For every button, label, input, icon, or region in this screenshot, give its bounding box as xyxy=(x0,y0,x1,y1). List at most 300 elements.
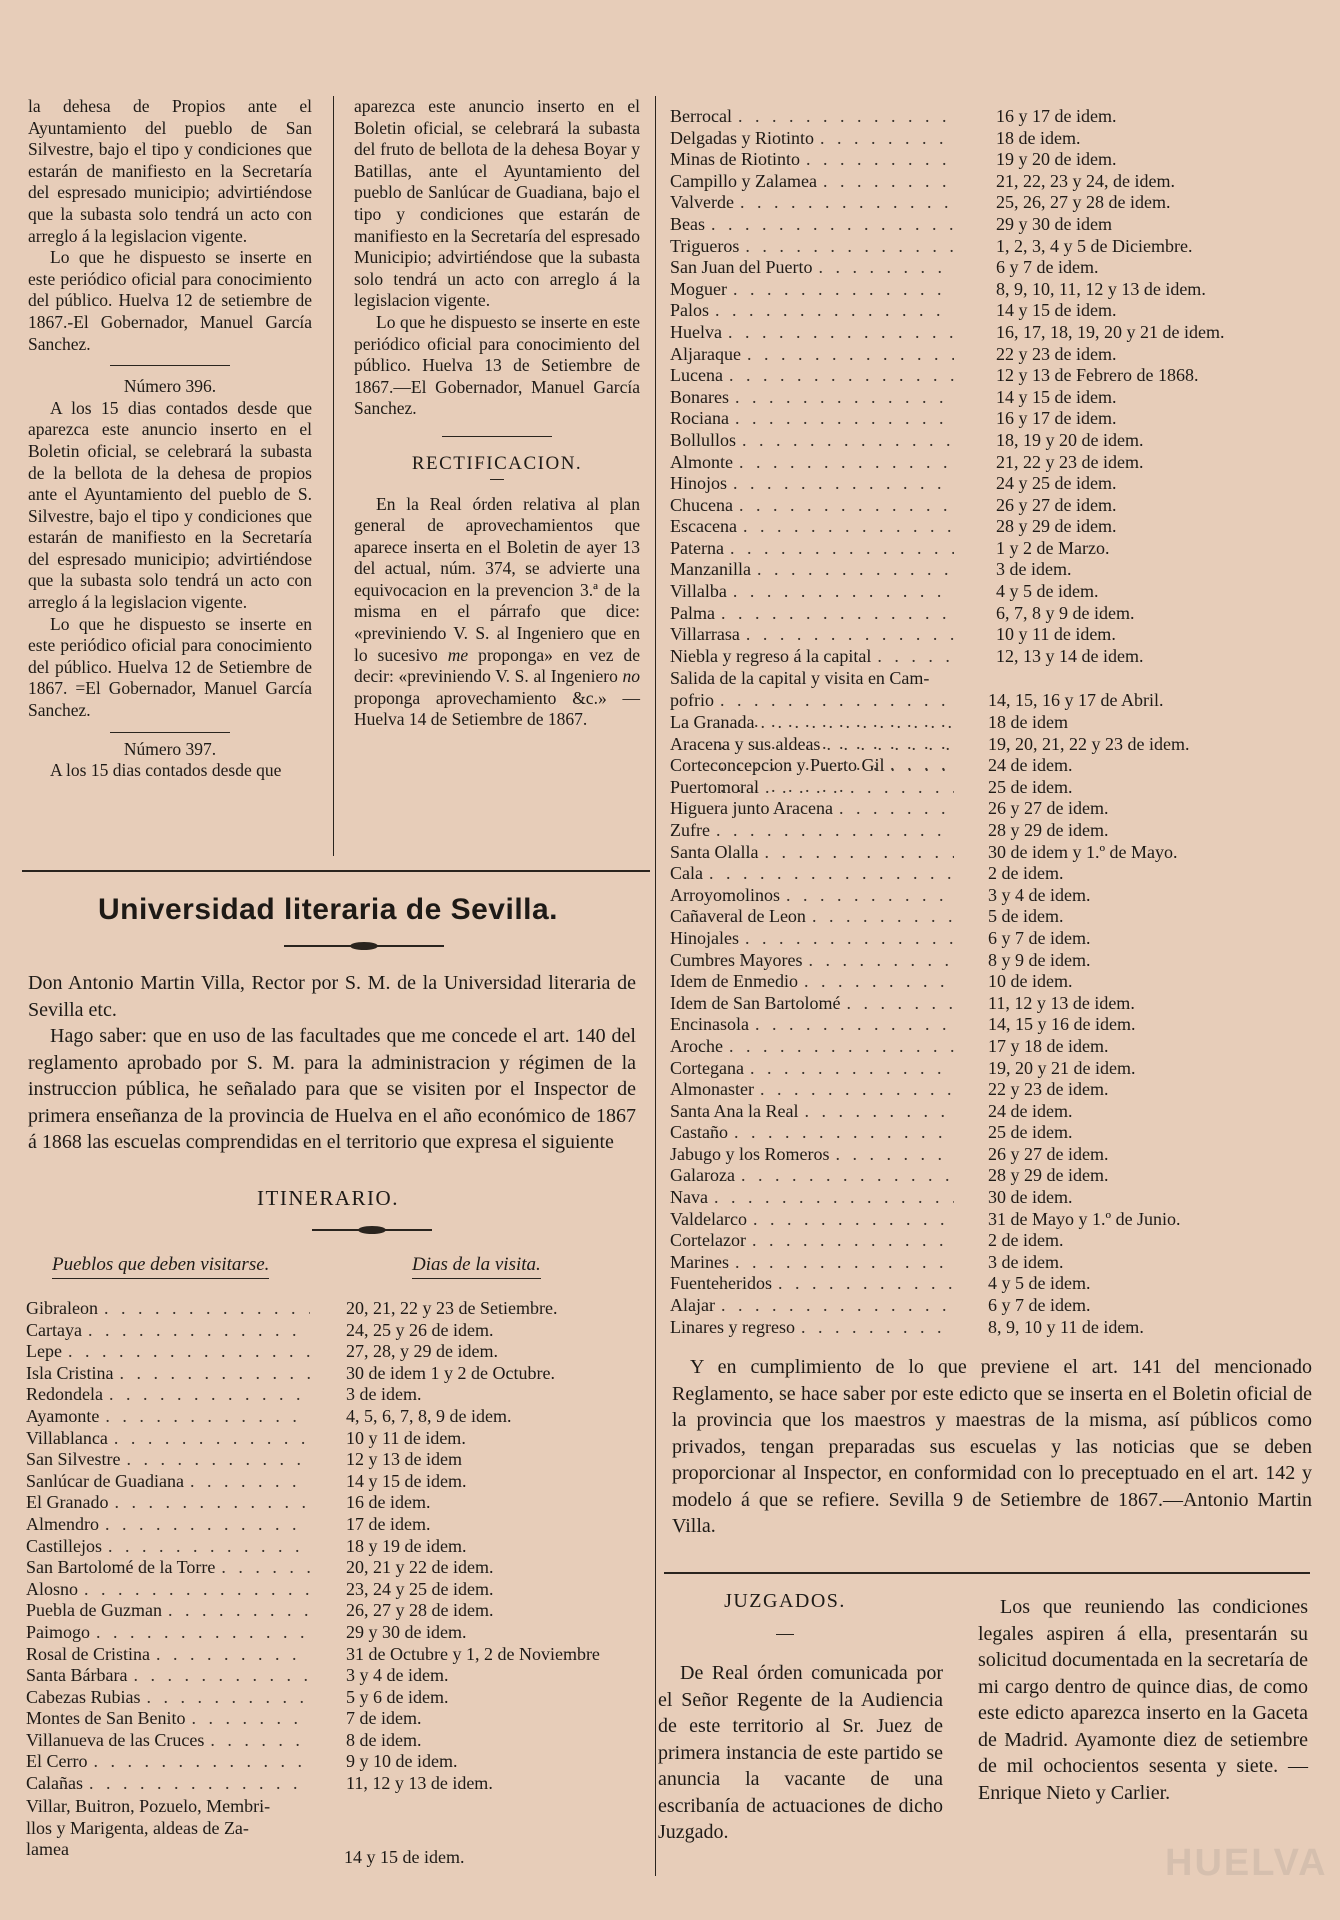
itinerary-row xyxy=(670,1079,1310,1101)
university-intro: Don Antonio Martin Villa, Rector por S. M. de la Universidad literaria de Sevilla etc. xyxy=(28,972,636,1021)
town-name: Niebla y regreso á la capital xyxy=(670,645,872,666)
visit-dates: 14 y 15 de idem. xyxy=(346,1470,467,1491)
itinerary-row xyxy=(670,755,1310,777)
itinerary-town-cell xyxy=(26,1687,316,1709)
itinerary-town-cell xyxy=(26,1708,316,1730)
itinerary-row xyxy=(26,1773,636,1795)
itinerary-town-cell xyxy=(670,408,960,430)
itinerary-town-cell xyxy=(670,171,960,193)
visit-dates: 14 y 15 de idem. xyxy=(996,300,1117,321)
visit-dates: 2 de idem. xyxy=(988,863,1064,884)
visit-dates: 16 y 17 de idem. xyxy=(996,106,1117,126)
itinerary-town-cell xyxy=(670,495,960,517)
town-name: Fuenteheridos xyxy=(670,1273,772,1294)
itinerary-town-cell xyxy=(670,842,960,864)
itinerary-row xyxy=(26,1730,636,1752)
itinerary-row xyxy=(670,842,1310,864)
itinerary-town-cell xyxy=(670,581,960,603)
itinerary-row xyxy=(26,1687,636,1709)
rect-emphasis-me: me xyxy=(447,644,469,665)
itinerary-town-cell xyxy=(670,279,960,301)
leader-dots xyxy=(890,755,954,777)
ornament-divider xyxy=(312,1226,432,1234)
town-name: Villalba xyxy=(670,581,727,602)
itinerary-row xyxy=(26,1665,636,1687)
visit-dates: 24, 25 y 26 de idem. xyxy=(346,1319,494,1340)
visit-dates: 3 de idem. xyxy=(346,1384,422,1405)
itinerary-row xyxy=(670,106,1310,128)
leader-dots xyxy=(108,1536,310,1558)
itinerary-row xyxy=(26,1449,636,1471)
town-name: Santa Bárbara xyxy=(26,1665,128,1686)
leader-dots xyxy=(801,1317,954,1339)
leader-dots xyxy=(733,473,954,495)
itinerary-row xyxy=(26,1514,636,1536)
visit-dates: 3 de idem. xyxy=(988,1251,1064,1272)
number-396: Número 396. xyxy=(123,376,217,397)
itinerary-town-cell xyxy=(670,1014,960,1036)
town-name: Aroche xyxy=(670,1035,723,1056)
itinerary-row xyxy=(670,365,1310,387)
visit-dates: 26 y 27 de idem. xyxy=(988,798,1109,819)
last-town-line-2: llos y Marigenta, aldeas de Za- xyxy=(26,1817,249,1838)
visit-dates: 29 y 30 de idem. xyxy=(346,1621,467,1642)
town-name: Paterna xyxy=(670,537,724,558)
visit-dates: 19, 20 y 21 de idem. xyxy=(988,1057,1136,1078)
itinerary-town-cell xyxy=(26,1600,316,1622)
town-name: Cortelazor xyxy=(670,1230,746,1251)
salida-line-1: Salida de la capital y visita en Cam- xyxy=(670,668,930,688)
town-name: Aljaraque xyxy=(670,343,741,364)
town-name: Encinasola xyxy=(670,1014,749,1035)
town-name: Puertomoral xyxy=(670,776,759,797)
town-name: Alajar xyxy=(670,1295,715,1316)
itinerary-town-cell xyxy=(670,128,960,150)
visit-dates: 24 y 25 de idem. xyxy=(996,473,1117,494)
leader-dots xyxy=(716,820,954,842)
visit-dates: 18 de idem xyxy=(988,712,1068,732)
itinerary-town-cell xyxy=(670,1230,960,1252)
itinerary-town-cell xyxy=(670,755,960,777)
visit-dates: 30 de idem y 1.º de Mayo. xyxy=(988,841,1178,862)
itinerary-town-cell xyxy=(26,1492,316,1514)
itinerary-row xyxy=(26,1557,636,1579)
leader-dots xyxy=(127,1449,311,1471)
town-name: Bonares xyxy=(670,386,729,407)
visit-dates: 18, 19 y 20 de idem. xyxy=(996,429,1144,450)
visit-dates: 6, 7, 8 y 9 de idem. xyxy=(996,602,1135,623)
visit-dates: 16 de idem. xyxy=(346,1492,431,1513)
leader-dots xyxy=(739,495,954,517)
leader-dots xyxy=(745,928,954,950)
itinerary-table-right xyxy=(670,106,1310,667)
itinerary-town-cell xyxy=(26,1644,316,1666)
itinerary-row xyxy=(670,279,1310,301)
visit-dates: 26, 27 y 28 de idem. xyxy=(346,1600,494,1621)
leader-dots xyxy=(729,365,954,387)
visit-dates: 12 y 13 de idem xyxy=(346,1449,462,1470)
itinerary-town-cell xyxy=(670,712,960,734)
visit-dates: 26 y 27 de idem. xyxy=(996,494,1117,515)
itinerary-row xyxy=(670,387,1310,409)
itinerary-town-cell xyxy=(670,1273,960,1295)
visit-dates: 11, 12 y 13 de idem. xyxy=(346,1773,493,1794)
itinerary-town-cell xyxy=(670,777,960,799)
leader-dots xyxy=(818,257,954,279)
leader-dots xyxy=(715,300,954,322)
rect-emphasis-no: no xyxy=(622,666,640,687)
visit-dates: 30 de idem. xyxy=(988,1187,1073,1208)
itinerary-town-cell xyxy=(670,646,960,668)
separator xyxy=(490,479,504,480)
leader-dots xyxy=(735,408,954,430)
itinerary-town-cell xyxy=(670,820,960,842)
header-towns-label: Pueblos que deben visitarse. xyxy=(52,1254,269,1279)
leader-dots xyxy=(104,1298,310,1320)
itinerary-town-cell xyxy=(670,344,960,366)
ornament-divider xyxy=(284,942,444,950)
itinerary-row xyxy=(670,1144,1310,1166)
leader-dots xyxy=(750,1058,954,1080)
university-title: Universidad literaria de Sevilla. xyxy=(97,893,559,926)
col2-paragraph-2: Lo que he dispuesto se inserte en este periódico oficial para conocimiento del público. Huelva 13 de Setiembre de 1867.—El Gobernador, Manuel García Sanchez. xyxy=(354,311,640,419)
visit-dates: 5 y 6 de idem. xyxy=(346,1686,449,1707)
itinerary-left-last xyxy=(26,1796,636,1868)
leader-dots xyxy=(820,128,954,150)
visit-dates: 17 y 18 de idem. xyxy=(988,1035,1109,1056)
itinerary-town-cell xyxy=(26,1514,316,1536)
itinerary-row xyxy=(670,452,1310,474)
itinerary-row xyxy=(670,257,1310,279)
itinerary-town-cell xyxy=(26,1384,316,1406)
visit-dates: 18 y 19 de idem. xyxy=(346,1535,467,1556)
itinerary-row xyxy=(670,1230,1310,1252)
town-name: Lepe xyxy=(26,1341,62,1362)
visit-dates: 20, 21 y 22 de idem. xyxy=(346,1557,494,1578)
leader-dots xyxy=(114,1492,310,1514)
leader-dots xyxy=(812,906,954,928)
itinerary-town-cell xyxy=(26,1557,316,1579)
leader-dots xyxy=(190,1471,310,1493)
itinerary-town-cell xyxy=(670,1122,960,1144)
itinerary-town-cell xyxy=(26,1622,316,1644)
leader-dots xyxy=(752,1230,954,1252)
itinerary-town-cell xyxy=(26,1579,316,1601)
rectificacion-body xyxy=(354,494,640,732)
itinerary-row xyxy=(670,171,1310,193)
leader-dots xyxy=(730,538,954,560)
itinerary-row xyxy=(670,408,1310,430)
visit-dates: 25, 26, 27 y 28 de idem. xyxy=(996,192,1171,213)
col1-paragraph-4: Lo que he dispuesto se inserte en este periódico oficial para conocimiento del público. Huelva 12 de Setiembre de 1867. =El Gobernador, Manuel García Sanchez. xyxy=(28,613,312,721)
town-name: Gibraleon xyxy=(26,1298,98,1318)
itinerary-row xyxy=(670,473,1310,495)
itinerary-row xyxy=(670,192,1310,214)
leader-dots xyxy=(765,777,954,799)
itinerary-row xyxy=(670,1273,1310,1295)
visit-dates: 20, 21, 22 y 23 de Setiembre. xyxy=(346,1298,558,1318)
itinerary-town-cell xyxy=(670,214,960,236)
itinerary-row xyxy=(670,971,1310,993)
itinerary-row xyxy=(670,734,1310,756)
town-name: Aracena y sus aldeas xyxy=(670,733,821,754)
leader-dots xyxy=(741,1165,954,1187)
itinerary-town-cell xyxy=(670,430,960,452)
itinerario-title: ITINERARIO. xyxy=(257,1186,399,1210)
itinerary-row xyxy=(26,1428,636,1450)
itinerary-row xyxy=(26,1341,636,1363)
town-name: Calañas xyxy=(26,1773,83,1794)
separator xyxy=(110,732,230,733)
town-name: El Cerro xyxy=(26,1751,88,1772)
leader-dots xyxy=(743,516,954,538)
town-name: Huelva xyxy=(670,321,722,342)
town-name: Lucena xyxy=(670,365,723,386)
itinerary-town-cell xyxy=(26,1298,316,1320)
town-name: Cala xyxy=(670,863,703,884)
town-name: Castaño xyxy=(670,1122,728,1143)
town-name: Marines xyxy=(670,1251,729,1272)
leader-dots xyxy=(804,971,954,993)
town-name: Cumbres Mayores xyxy=(670,949,803,970)
header-dates xyxy=(412,1254,541,1279)
leader-dots xyxy=(734,1122,954,1144)
town-name: Arroyomolinos xyxy=(670,884,780,905)
separator xyxy=(442,436,552,437)
leader-dots xyxy=(105,1514,310,1536)
leader-dots xyxy=(221,1557,310,1579)
itinerary-town-cell xyxy=(26,1449,316,1471)
last-town-dates: 14 y 15 de idem. xyxy=(344,1847,465,1868)
visit-dates: 11, 12 y 13 de idem. xyxy=(988,992,1135,1013)
leader-dots xyxy=(105,1406,310,1428)
town-name: San Silvestre xyxy=(26,1449,121,1470)
town-name: La Granada xyxy=(670,712,755,732)
itinerary-row xyxy=(670,538,1310,560)
itinerary-town-cell xyxy=(26,1406,316,1428)
visit-dates: 30 de idem 1 y 2 de Octubre. xyxy=(346,1362,555,1383)
leader-dots xyxy=(146,1687,310,1709)
town-name: Ayamonte xyxy=(26,1405,100,1426)
leader-dots xyxy=(733,279,954,301)
visit-dates: 3 y 4 de idem. xyxy=(988,884,1091,905)
itinerary-row xyxy=(670,1317,1310,1339)
visit-dates: 4, 5, 6, 7, 8, 9 de idem. xyxy=(346,1405,512,1426)
visit-dates: 16 y 17 de idem. xyxy=(996,408,1117,429)
itinerary-row xyxy=(670,214,1310,236)
itinerary-town-cell xyxy=(670,516,960,538)
town-name: Moguer xyxy=(670,278,727,299)
leader-dots xyxy=(778,1273,954,1295)
itinerary-town-cell xyxy=(670,1101,960,1123)
itinerary-town-cell xyxy=(670,538,960,560)
itinerary-town-cell xyxy=(670,1209,960,1231)
itinerary-town-cell xyxy=(670,1036,960,1058)
visit-dates: 29 y 30 de idem xyxy=(996,213,1112,234)
town-name: Valverde xyxy=(670,192,734,213)
itinerary-row xyxy=(670,603,1310,625)
leader-dots xyxy=(806,149,954,171)
town-name: Redondela xyxy=(26,1384,103,1405)
visit-dates: 23, 24 y 25 de idem. xyxy=(346,1578,494,1599)
itinerary-row xyxy=(26,1600,636,1622)
itinerary-row xyxy=(26,1406,636,1428)
juzgados-paragraph-2: Los que reuniendo las condiciones legales aspiren á ella, presentarán su solicitud documentada en la secretaría de mi cargo dentro de quince dias, de como este edicto aparezca inserto en la Gaceta de Madrid. Ayamonte diez de setiembre de mil ochocientos sesenta y siete. —Enrique Nieto y Carlier. xyxy=(978,1596,1308,1804)
itinerary-town-cell xyxy=(26,1751,316,1773)
itinerary-row xyxy=(670,1036,1310,1058)
col1-paragraph-2: Lo que he dispuesto se inserte en este periódico oficial para conocimiento del público. Huelva 12 de setiembre de 1867.-El Gobernador, Manuel García Sanchez. xyxy=(28,247,312,354)
leader-dots xyxy=(721,603,954,625)
town-name: Valdelarco xyxy=(670,1208,747,1229)
itinerary-row xyxy=(26,1320,636,1342)
leader-dots xyxy=(745,236,954,258)
town-name: Trigueros xyxy=(670,235,740,256)
leader-dots xyxy=(709,863,954,885)
itinerary-town-cell xyxy=(670,559,960,581)
itinerary-row xyxy=(670,236,1310,258)
itinerary-town-cell xyxy=(670,928,960,950)
visit-dates: 14, 15 y 16 de idem. xyxy=(988,1014,1136,1035)
town-name: Cabezas Rubias xyxy=(26,1686,141,1707)
leader-dots xyxy=(746,624,954,646)
itinerary-town-cell xyxy=(670,257,960,279)
itinerary-town-cell xyxy=(670,387,960,409)
visit-dates: 4 y 5 de idem. xyxy=(988,1273,1091,1294)
itinerary-town-cell xyxy=(670,624,960,646)
itinerary-row xyxy=(670,950,1310,972)
leader-dots xyxy=(89,1773,310,1795)
col1-paragraph-3: A los 15 dias contados desde que aparezca este anuncio inserto en el Boletin oficial, se celebrará la subasta de la bellota de la dehesa de propios ante el Ayuntamiento del pueblo de S. Silvestre, bajo el tipo y condiciones que estarán de manifiesto en la Secretaría del espresado municipio; advirtiéndose que la subasta solo tendrá un acto con arreglo á la legislacion vigente. xyxy=(28,397,312,613)
itinerary-town-cell xyxy=(670,236,960,258)
col1-paragraph-1: la dehesa de Propios ante el Ayuntamiento del pueblo de San Silvestre, bajo el tipo y condiciones que estarán de manifiesto en la Secretaría del espresado municipio; advirtiéndose que la subasta solo tendrá un acto con arreglo á la legislacion vigente. xyxy=(28,96,312,246)
leader-dots xyxy=(714,1187,954,1209)
town-name: Villablanca xyxy=(26,1427,108,1448)
column-divider xyxy=(655,96,656,1876)
leader-dots xyxy=(88,1320,310,1342)
leader-dots xyxy=(84,1579,310,1601)
itinerary-town-cell xyxy=(670,863,960,885)
visit-dates: 3 de idem. xyxy=(996,559,1072,580)
rectificacion-title: RECTIFICACION. xyxy=(411,452,583,474)
town-name: Escacena xyxy=(670,516,737,537)
visit-dates: 17 de idem. xyxy=(346,1513,431,1534)
visit-dates: 14 y 15 de idem. xyxy=(996,386,1117,407)
town-name: Chucena xyxy=(670,494,733,515)
town-name: Delgadas y Riotinto xyxy=(670,127,814,148)
itinerary-town-cell xyxy=(670,603,960,625)
visit-dates: 24 de idem. xyxy=(988,755,1073,776)
itinerary-row xyxy=(670,885,1310,907)
column-2 xyxy=(354,96,640,731)
itinerary-row xyxy=(26,1298,636,1320)
last-town-line-3: lamea xyxy=(26,1839,69,1860)
leader-dots xyxy=(846,993,954,1015)
visit-dates: 31 de Octubre y 1, 2 de Noviembre xyxy=(346,1643,600,1664)
itinerary-row xyxy=(670,128,1310,150)
itinerary-row xyxy=(670,624,1310,646)
leader-dots xyxy=(757,559,954,581)
town-name: El Granado xyxy=(26,1492,109,1513)
visit-dates: 8, 9, 10 y 11 de idem. xyxy=(988,1316,1144,1337)
visit-dates: 16, 17, 18, 19, 20 y 21 de idem. xyxy=(996,321,1225,342)
visit-dates: 22 y 23 de idem. xyxy=(996,343,1117,364)
itinerary-town-cell xyxy=(670,1295,960,1317)
town-name: Alosno xyxy=(26,1578,79,1599)
leader-dots xyxy=(109,1384,310,1406)
salida-line-2: pofrio xyxy=(670,689,714,710)
leader-dots xyxy=(93,1751,310,1773)
visit-dates: 5 de idem. xyxy=(988,906,1064,927)
town-name: Corteconcepcion y Puerto Gil xyxy=(670,755,885,776)
separator xyxy=(110,365,230,366)
itinerary-row xyxy=(670,495,1310,517)
closing-paragraph: Y en cumplimiento de lo que previene el art. 141 del mencionado Reglamento, se hace saber por este edicto que se inserta en el Boletin oficial de la provincia que los maestros y maestras de la misma, así públicos como privados, tengan preparadas sus escuelas y las noticias que se deben proporcionar al Inspector, en conformidad con lo preceptuado en el art. 142 y modelo á que se refiere. Sevilla 9 de Setiembre de 1867.—Antonio Martin Villa. xyxy=(672,1356,1312,1537)
itinerary-row xyxy=(26,1622,636,1644)
itinerary-town-cell xyxy=(670,1058,960,1080)
itinerary-row xyxy=(670,516,1310,538)
itinerary-row xyxy=(26,1471,636,1493)
town-name: Rociana xyxy=(670,408,729,429)
town-name: Cortegana xyxy=(670,1057,744,1078)
town-name: San Bartolomé de la Torre xyxy=(26,1557,216,1578)
itinerary-row xyxy=(26,1579,636,1601)
itinerary-table-left xyxy=(26,1298,636,1795)
visit-dates: 21, 22, 23 y 24, de idem. xyxy=(996,170,1175,191)
town-name: Manzanilla xyxy=(670,559,751,580)
number-397: Número 397. xyxy=(123,738,217,759)
leader-dots xyxy=(877,646,954,668)
itinerary-row xyxy=(670,581,1310,603)
itinerary-town-cell xyxy=(26,1536,316,1558)
itinerary-row xyxy=(670,1165,1310,1187)
itinerary-town-cell xyxy=(670,950,960,972)
itinerary-row xyxy=(670,1187,1310,1209)
town-name: Jabugo y los Romeros xyxy=(670,1143,830,1164)
leader-dots xyxy=(711,214,954,236)
visit-dates: 8, 9, 10, 11, 12 y 13 de idem. xyxy=(996,278,1206,299)
itinerary-town-cell xyxy=(670,798,960,820)
town-name: Hinojales xyxy=(670,927,739,948)
leader-dots xyxy=(826,734,954,756)
leader-dots xyxy=(747,344,954,366)
leader-dots xyxy=(114,1428,310,1450)
visit-dates: 25 de idem. xyxy=(988,1122,1073,1143)
town-name: Linares y regreso xyxy=(670,1316,795,1337)
visit-dates: 18 de idem. xyxy=(996,127,1081,148)
visit-dates: 19 y 20 de idem. xyxy=(996,149,1117,170)
visit-dates: 31 de Mayo y 1.º de Junio. xyxy=(988,1208,1181,1229)
itinerary-town-cell xyxy=(26,1320,316,1342)
salida-dates: 14, 15, 16 y 17 de Abril. xyxy=(988,689,1164,710)
visit-dates: 28 y 29 de idem. xyxy=(988,819,1109,840)
itinerary-town-cell xyxy=(670,149,960,171)
leader-dots xyxy=(192,1708,311,1730)
itinerary-row xyxy=(670,798,1310,820)
last-town-row xyxy=(26,1839,636,1868)
juzgados-body-1 xyxy=(658,1660,943,1846)
visit-dates: 8 de idem. xyxy=(346,1729,422,1750)
town-name: Zufre xyxy=(670,819,710,840)
itinerary-row xyxy=(670,430,1310,452)
town-name: Campillo y Zalamea xyxy=(670,170,817,191)
itinerary-town-cell xyxy=(670,300,960,322)
town-name: Almonte xyxy=(670,451,733,472)
leader-dots xyxy=(721,1295,954,1317)
itinerary-row xyxy=(670,1252,1310,1274)
town-name: Berrocal xyxy=(670,106,732,126)
juzgados-paragraph-1: De Real órden comunicada por el Señor Regente de la Audiencia de este territorio al Sr. Juez de primera instancia de este partido se anuncia la vacante de una escribanía de actuaciones de dicho Juzgado. xyxy=(658,1662,943,1843)
itinerary-row xyxy=(670,906,1310,928)
